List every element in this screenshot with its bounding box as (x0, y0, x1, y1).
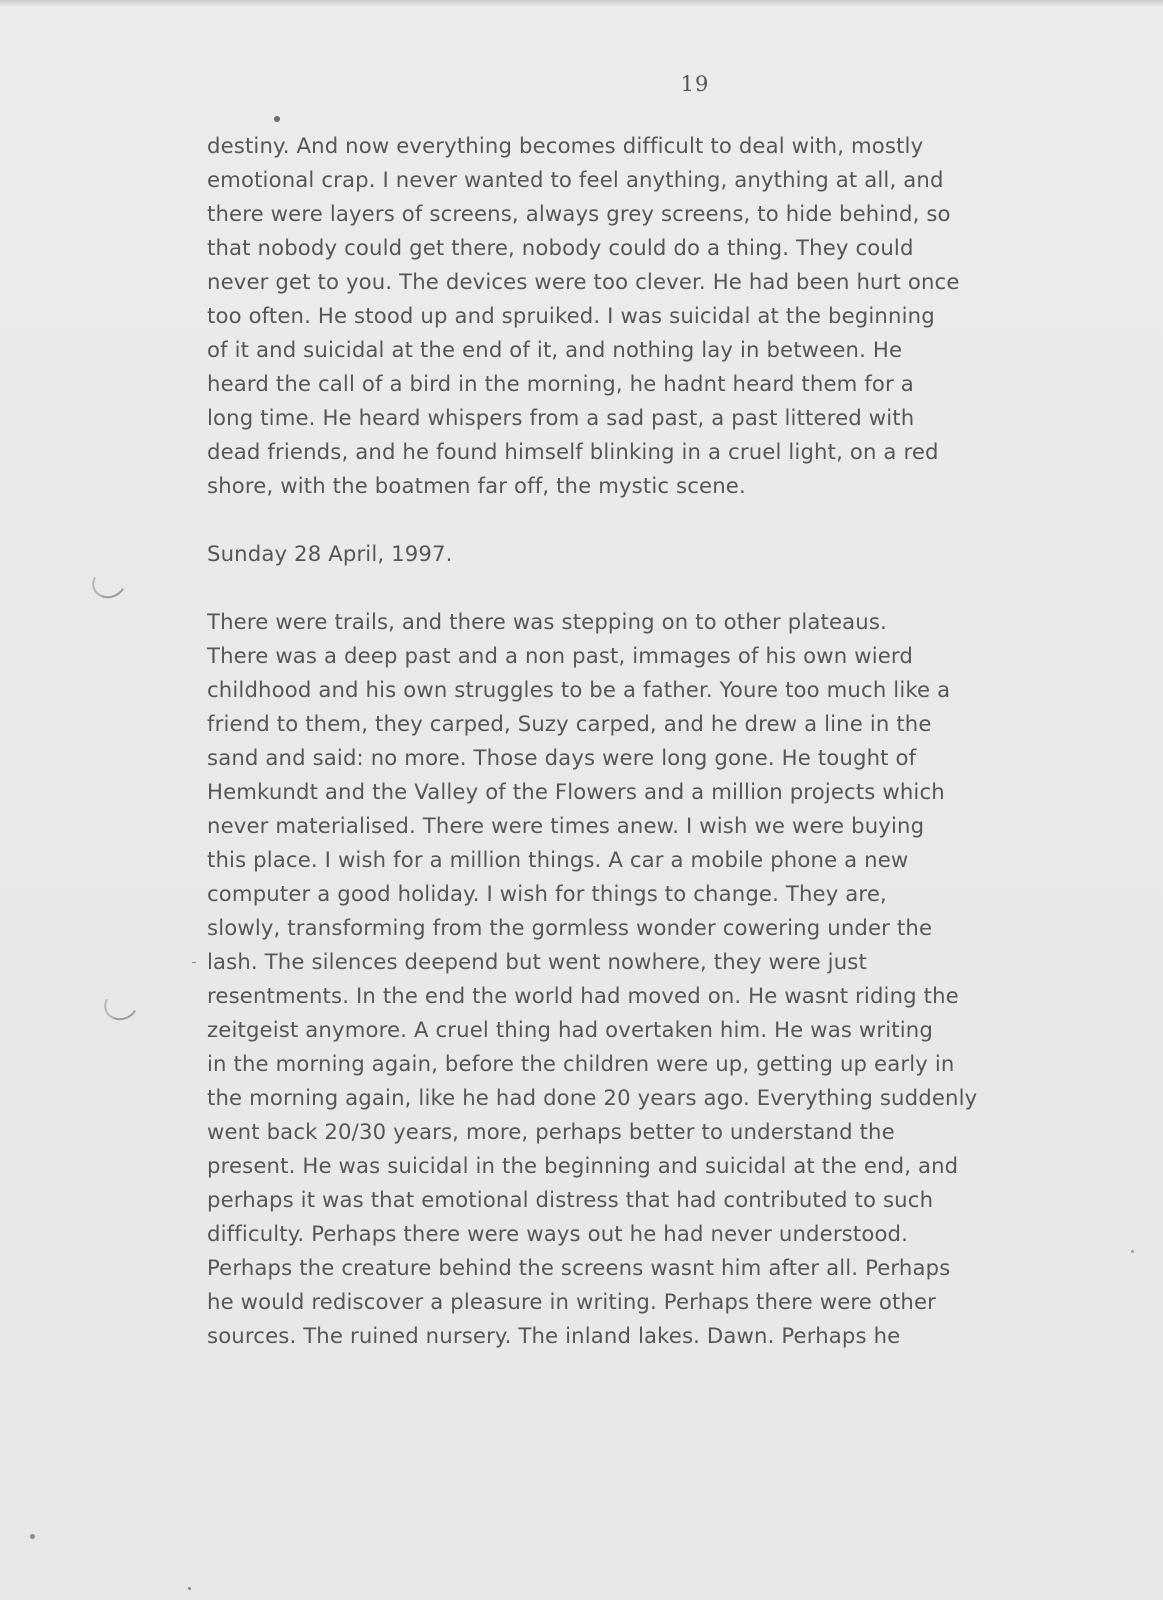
text-line: zeitgeist anymore. A cruel thing had overtaken him. He was writing (207, 1017, 933, 1042)
text-line: long time. He heard whispers from a sad past, a past littered with (207, 405, 915, 430)
text-line: never get to you. The devices were too clever. He had been hurt once (207, 269, 960, 294)
text-line: too often. He stood up and spruiked. I was suicidal at the beginning (207, 303, 935, 328)
ink-speck (188, 1587, 191, 1590)
text-line: shore, with the boatmen far off, the mystic scene. (207, 473, 746, 498)
punch-hole-upper (88, 563, 130, 602)
text-line: Hemkundt and the Valley of the Flowers and a million projects which (207, 779, 945, 804)
paper-top-edge (0, 0, 1163, 6)
text-line: never materialised. There were times anew. I wish we were buying (207, 813, 925, 838)
margin-mark (192, 962, 196, 963)
text-line: childhood and his own struggles to be a father. Youre too much like a (207, 677, 951, 702)
text-line: resentments. In the end the world had moved on. He wasnt riding the (207, 983, 959, 1008)
text-line: Perhaps the creature behind the screens wasnt him after all. Perhaps (207, 1255, 951, 1280)
text-line: friend to them, they carped, Suzy carped, and he drew a line in the (207, 711, 932, 736)
text-line: sources. The ruined nursery. The inland lakes. Dawn. Perhaps he (207, 1323, 901, 1348)
ink-speck (1131, 1250, 1134, 1253)
text-line: he would rediscover a pleasure in writing. Perhaps there were other (207, 1289, 937, 1314)
text-line: There were trails, and there was stepping on to other plateaus. (207, 609, 887, 634)
text-line: present. He was suicidal in the beginning and suicidal at the end, and (207, 1153, 959, 1178)
page-number: 19 (680, 72, 710, 96)
paragraph-1 (207, 129, 1057, 503)
ink-speck (30, 1534, 35, 1539)
paragraph-gap (207, 503, 1057, 537)
ink-speck (274, 116, 280, 122)
text-line: perhaps it was that emotional distress that had contributed to such (207, 1187, 934, 1212)
text-line: heard the call of a bird in the morning, he hadnt heard them for a (207, 371, 914, 396)
text-line: emotional crap. I never wanted to feel anything, anything at all, and (207, 167, 944, 192)
text-line: in the morning again, before the children were up, getting up early in (207, 1051, 955, 1076)
text-line: this place. I wish for a million things. A car a mobile phone a new (207, 847, 909, 872)
text-line: of it and suicidal at the end of it, and nothing lay in between. He (207, 337, 903, 362)
paragraph-gap (207, 571, 1057, 605)
text-line: lash. The silences deepend but went nowhere, they were just (207, 949, 867, 974)
text-line: the morning again, like he had done 20 years ago. Everything suddenly (207, 1085, 978, 1110)
text-line: dead friends, and he found himself blinking in a cruel light, on a red (207, 439, 939, 464)
text-line: There was a deep past and a non past, immages of his own wierd (207, 643, 914, 668)
text-line: that nobody could get there, nobody could do a thing. They could (207, 235, 914, 260)
text-line: computer a good holiday. I wish for things to change. They are, (207, 881, 887, 906)
text-line: destiny. And now everything becomes difficult to deal with, mostly (207, 133, 924, 158)
paragraph-2 (207, 605, 1057, 1353)
entry-date: Sunday 28 April, 1997. (207, 541, 453, 566)
document-text (207, 129, 1057, 1353)
text-line: there were layers of screens, always grey screens, to hide behind, so (207, 201, 951, 226)
text-line: went back 20/30 years, more, perhaps better to understand the (207, 1119, 895, 1144)
text-line: sand and said: no more. Those days were long gone. He tought of (207, 745, 917, 770)
punch-hole-lower (100, 985, 142, 1024)
text-line: difficulty. Perhaps there were ways out he had never understood. (207, 1221, 909, 1246)
text-line: slowly, transforming from the gormless wonder cowering under the (207, 915, 933, 940)
